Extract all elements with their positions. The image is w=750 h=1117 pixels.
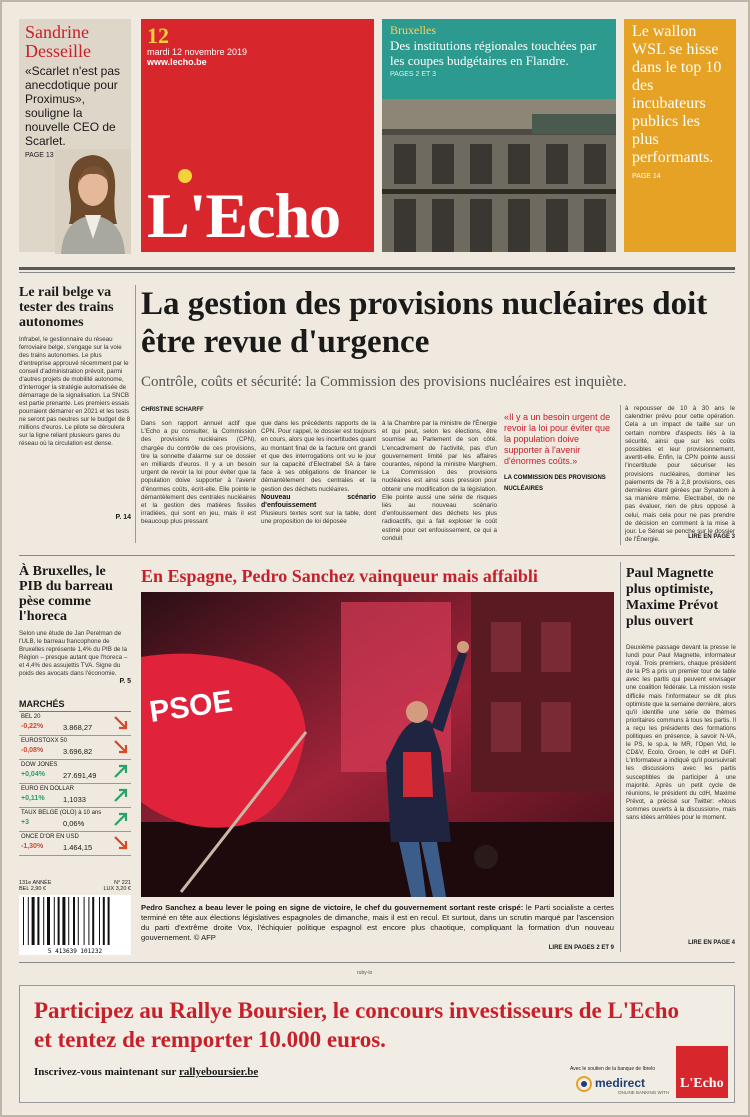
- column-divider: [620, 405, 621, 545]
- market-label: DOW JONES: [21, 762, 58, 768]
- edition-number: N° 221: [114, 880, 131, 886]
- story-barreau[interactable]: [19, 564, 131, 685]
- markets-rows: [19, 712, 131, 856]
- market-change: +0,04%: [21, 771, 45, 778]
- story-page-ref: P. 14: [115, 514, 131, 521]
- arrow-up-icon: [113, 763, 129, 779]
- barcode-bar: [84, 897, 85, 945]
- barcode-bar: [108, 897, 110, 945]
- partner-tagline: ONLINE BANKING WITH: [618, 1090, 670, 1095]
- barcode-bar: [92, 897, 94, 945]
- magnette-continue[interactable]: LIRE EN PAGE 4: [688, 940, 735, 946]
- teaser-page: PAGES 2 ET 3: [390, 71, 437, 78]
- teaser-headline: Des institutions régionales touchées par les coupes budgétaires en Flandre.: [390, 38, 597, 68]
- market-change: -0,22%: [21, 723, 44, 730]
- spain-headline[interactable]: En Espagne, Pedro Sanchez vainqueur mais affaibli: [141, 566, 538, 586]
- teaser-page: PAGE 13: [25, 152, 54, 159]
- flag-text: PSOE: [147, 684, 235, 729]
- spain-caption: [141, 903, 614, 953]
- barcode-bar: [103, 897, 105, 945]
- teaser-name: Sandrine Desseille: [25, 22, 91, 61]
- caption-body: le Parti socialiste a certes terminé en tête aux élections législatives espagnoles de dimanche, mais il est en recul. Et surtout, dans un scrutin marqué par l'ascension du parti d'extrême droite Vox, l'échiquier politique espagnol est encore plus chaotique, compliquant la formation d'un nouveau gouvernement.: [141, 903, 614, 942]
- market-row: [19, 712, 131, 736]
- barcode-bar: [32, 897, 35, 945]
- teaser-bruxelles[interactable]: [382, 19, 616, 252]
- market-change: +3: [21, 819, 29, 826]
- building-photo: [382, 99, 616, 252]
- market-row: [19, 784, 131, 808]
- barcode-bar: [23, 897, 24, 945]
- market-value: 1.464,15: [63, 843, 93, 852]
- portrait-photo: [55, 149, 131, 254]
- market-row: [19, 736, 131, 760]
- teaser-quote: «Scarlet n'est pas anecdotique pour Proximus», souligne la nouvelle CEO de Scarlet.: [25, 64, 121, 148]
- masthead[interactable]: [141, 19, 374, 252]
- medirect-logo-icon: [576, 1076, 592, 1092]
- pull-quote-source: LA COMMISSION DES PROVISIONS NUCLÉAIRES: [504, 475, 606, 492]
- market-value: 0,06%: [63, 819, 85, 828]
- divider: [19, 267, 735, 270]
- lead-subhead: Contrôle, coûts et sécurité: la Commission des provisions nucléaires est inquiète.: [141, 374, 627, 390]
- edition-year: 131e ANNÉE: [19, 880, 52, 886]
- market-change: +0,11%: [21, 795, 45, 802]
- market-label: BEL 20: [21, 714, 41, 720]
- market-value: 27.691,49: [63, 771, 97, 780]
- folio: ruby-lo: [357, 970, 373, 976]
- story-rail[interactable]: [19, 285, 131, 521]
- teaser-page: PAGE 14: [632, 173, 661, 180]
- markets-title: MARCHÉS: [19, 699, 131, 712]
- barcode-bar: [47, 897, 50, 945]
- arrow-down-icon: [113, 715, 129, 731]
- photo-credit: © AFP: [193, 933, 216, 942]
- barcode-bar: [28, 897, 29, 945]
- barcode-bar: [37, 897, 39, 945]
- ad-cta: [34, 1066, 258, 1078]
- ad-cta-text: Inscrivez-vous maintenant sur: [34, 1066, 179, 1078]
- column-divider: [135, 285, 136, 543]
- market-label: EURO EN DOLLAR: [21, 786, 75, 792]
- lead-column-4: à repousser de 10 à 30 ans le calendrier prévu pour cette opération. Cela a un impact de taille sur un certain nombre d'aspects liés à la sécurité, ainsi que sur les coûts possibles et leur provisionnement, avertit-elle. Enfin, la CPN pointe aussi l'incertitude pour sécuriser les provisions nucléaires, dominer les paiements de 76 à 2,8 provisions, ces dernières étant gérées par Synatom à sa manière même. Electrabel, de ne pas évaluer, rien de plus opposé à celui, mais cela pour ne pas prendre de décision en comment à la mise à jour. Le Sénat se penche sur le dossier de l'Énergie.: [625, 405, 735, 544]
- divider: [19, 272, 735, 273]
- lead-continue[interactable]: LIRE EN PAGE 3: [688, 534, 735, 540]
- barcode-bar: [73, 897, 75, 945]
- teaser-desseille[interactable]: [19, 19, 131, 252]
- lead-headline[interactable]: La gestion des provisions nucléaires doit être revue d'urgence: [141, 286, 708, 360]
- teaser-wsl[interactable]: [624, 19, 736, 252]
- divider: [19, 962, 735, 963]
- lead-column-2: [261, 420, 376, 542]
- barcode-bar: [54, 897, 55, 945]
- edition-info: [19, 880, 131, 892]
- story-headline: Le rail belge va tester des trains autonomes: [19, 285, 114, 330]
- market-value: 3.696,82: [63, 747, 93, 756]
- column-divider: [620, 562, 621, 952]
- masthead-url[interactable]: www.lecho.be: [147, 57, 207, 67]
- ad-headline: Participez au Rallye Boursier, le concours investisseurs de L'Echo et tentez de remporter 10.000 euros.: [34, 998, 680, 1052]
- arrow-down-icon: [113, 835, 129, 851]
- arrow-down-icon: [113, 739, 129, 755]
- partner-note: Avec le soutien de la banque de Ibrelo: [570, 1066, 655, 1072]
- lead-byline: CHRISTINE SCHARFF: [141, 407, 204, 413]
- magnette-body: Deuxième passage devant la presse le lundi pour Paul Magnette, informateur royal. Trois premiers, chaque président de la PS a pris un premier tour de table avec les partis qui peuvent envisager une coalition fédérale. La mission reste difficile mais l'informateur se dit plus optimiste que la semaine dernière, alors qu'il identifie une série de thèmes prioritaires communs à tous les partis. Il a reçu les présidents des formations politiques en présence, à savoir N-VA, le PS, le sp.a, le MR, l'Open Vld, le CD&V, Ecolo, Groen, le cdH et DéFI. L'informateur a indiqué qu'il poursuivrait les discussions avec les partis susceptibles de participer à une majorité. Après un petit cycle de réunions, le président du cdH, Maxime Prévot, a précisé sur Twitter: «Nous sommes ouverts à la discussion», mais sans idées arrêtées pour le moment.: [626, 644, 736, 821]
- sanchez-photo: [141, 592, 614, 897]
- story-page-ref: P. 5: [119, 678, 131, 685]
- teaser-kicker: Bruxelles: [390, 23, 436, 37]
- teaser-headline: Le wallon WSL se hisse dans le top 10 des incubateurs publics les plus performants.: [632, 23, 722, 166]
- pull-quote: [504, 412, 618, 495]
- arrow-up-icon: [113, 811, 129, 827]
- spain-continue[interactable]: LIRE EN PAGES 2 ET 9: [548, 945, 614, 951]
- barcode-digits: 5 413639 101232: [47, 948, 103, 955]
- story-body: Infrabel, le gestionnaire du réseau ferroviaire belge, s'engage sur la voie des trains autonomes. Le plus d'entreprise approuvé récemment par le conseil d'administration prévoit, parmi d'autres projets de mobilité autonome, d'interroger la stratégie automatisée de démarrage de la signalisation. La SNCB est partie prenante. Les premiers essais pourraient démarrer en 2021 et les tests ne seront pas neutres sur le budget de 8 millions d'euros. Le pilote se déroulera sur la ligne reliant plusieurs gares du réseau où la circulation est dense.: [19, 336, 131, 447]
- arrow-up-icon: [113, 787, 129, 803]
- logo: L'Echo: [147, 180, 341, 251]
- partner-name: medirect: [595, 1076, 646, 1090]
- market-label: TAUX BELGE (OLO) à 10 ans: [21, 810, 102, 816]
- barcode: [19, 895, 131, 955]
- ad-link[interactable]: rallyeboursier.be: [178, 1066, 259, 1078]
- barcode-bar: [88, 897, 89, 945]
- issue-date: mardi 12 novembre 2019: [147, 47, 248, 57]
- column-text: Plusieurs textes sont sur la table, dont une proposition de loi déposée: [261, 510, 376, 526]
- story-headline: À Bruxelles, le PIB du barreau pèse comme l'horeca: [19, 564, 113, 624]
- barcode-bar: [99, 897, 100, 945]
- column-text: que dans les précédents rapports de la CPN. Pour rappel, le dossier est toujours en cours, alors que les incertitudes quant au montant final de la facture ont grandi et que des interrogations ont vu le jour sur la capacité d'Electrabel SA à faire face à ses obligations de financer le démantèlement des centrales et la gestion des déchets nucléaires.: [261, 420, 376, 493]
- magnette-headline[interactable]: Paul Magnette plus optimiste, Maxime Prévot plus ouvert: [626, 566, 719, 629]
- markets-box: [19, 699, 131, 856]
- market-row: [19, 832, 131, 856]
- market-row: [19, 808, 131, 832]
- lead-column-3: à la Chambre par la ministre de l'Énergie et qui peut, selon les élections, être soumise au Parlement de son côté. L'encadrement de l'activité, pas d'un gouvernement limité par les affaires courantes, répond la ministre Marghem. La Commission des provisions nucléaires est ainsi sous pression pour obtenir une modification de la législation. Elle pointe aussi une série de risques liés au nouveau scénario d'enfouissement des déchets les plus radioactifs, qui a fait exploser le coût estimé pour cet enfouissement, ce qui a conduit: [382, 420, 497, 542]
- barcode-bar: [58, 897, 60, 945]
- market-change: -1,30%: [21, 843, 44, 850]
- issue-number: 12: [147, 23, 169, 48]
- ad-logo: L'Echo: [676, 1046, 728, 1098]
- barcode-bar: [78, 897, 79, 945]
- story-body: Selon une étude de Jan Perelman de l'ULB, le barreau francophone de Bruxelles représente 1,4% du PIB de la Région – presque autant que l'horeca – et 4,4% des assujettis TVA. Signe du poids des avocats dans l'économie.: [19, 630, 128, 677]
- barcode-bar: [68, 897, 69, 945]
- lead-subheading: Nouveau scénario d'enfouissement: [261, 493, 376, 510]
- price-be: BEL 2,90 €: [19, 886, 47, 892]
- price-lux: LUX 3,20 €: [103, 886, 131, 892]
- market-label: EUROSTOXX 50: [21, 738, 67, 744]
- rallye-ad[interactable]: [19, 985, 735, 1103]
- pull-quote-text: «Il y a un besoin urgent de revoir la loi pour éviter que la population doive supporter à l'avenir d'énormes coûts.»: [504, 412, 611, 466]
- market-label: ONCE D'OR EN USD: [21, 834, 79, 840]
- divider: [141, 555, 735, 556]
- barcode-bar: [62, 897, 65, 945]
- market-value: 1,1033: [63, 795, 86, 804]
- market-value: 3.868,27: [63, 723, 93, 732]
- market-change: -0,08%: [21, 747, 44, 754]
- barcode-bar: [43, 897, 44, 945]
- market-row: [19, 760, 131, 784]
- lead-column-1: Dans son rapport annuel actif que L'Echo a pu consulter, la Commission des provisions nucléaires (CPN), chargée du contrôle de ces provisions, tire la sonnette d'alarme sur ce dossier en milliards d'euros. Il y a un besoin urgent de revoir la loi pour éviter que la population doive supporter à l'avenir d'énormes coûts, écrit-elle. Elle pointe le démantèlement des centrales nucléaires et la gestion des matières fissiles irradiées, qui sont en jeu, mais il est beaucoup plus pressant: [141, 420, 256, 526]
- caption-lead: Pedro Sanchez a beau lever le poing en signe de victoire, le chef du gouvernement sortant reste crispé:: [141, 903, 524, 912]
